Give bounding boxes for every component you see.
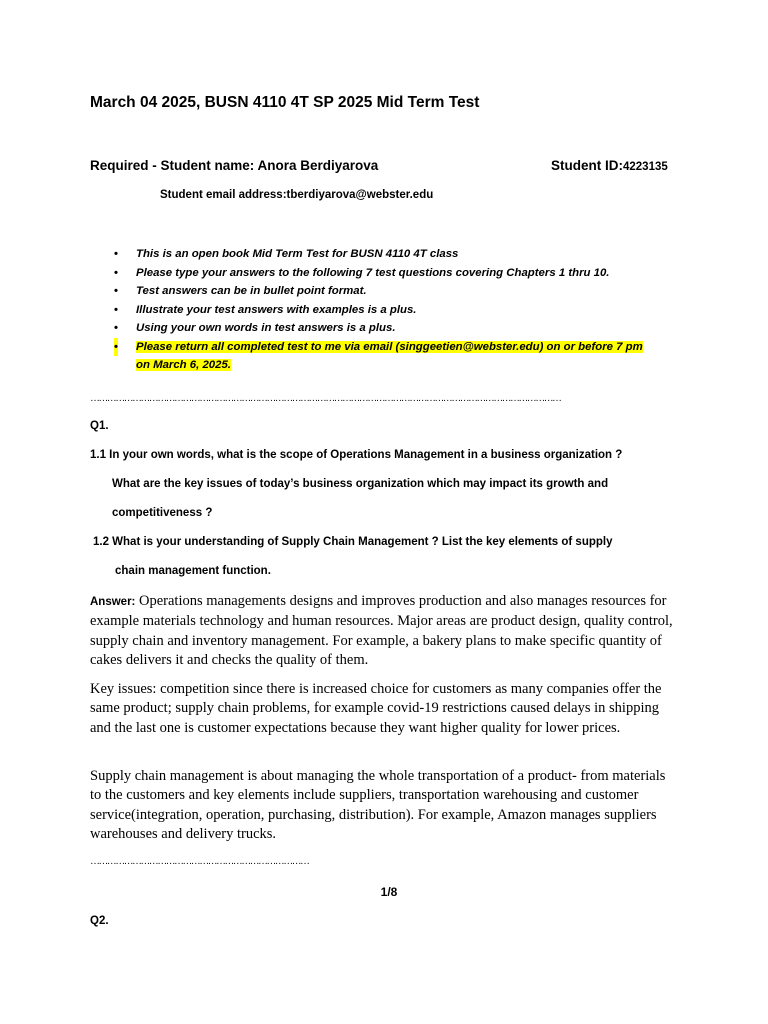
bullet-icon: •: [114, 285, 118, 297]
instruction-item: • Please type your answers to the following 7 test questions covering Chapters 1 thru 10.: [112, 264, 692, 283]
bullet-icon: •: [114, 338, 118, 357]
q2-label: Q2.: [90, 915, 109, 927]
bullet-icon: •: [114, 303, 118, 316]
bullet-icon: •: [114, 248, 118, 260]
bullet-icon: •: [114, 266, 118, 279]
instruction-item: • Using your own words in test answers is a plus.: [112, 319, 692, 338]
student-id: [551, 158, 668, 173]
instruction-item-highlighted: • Please return all completed test to me via email (singgeetien@webster.edu) on or before 7 pm on March 6, 2025.: [112, 338, 692, 375]
q1-label: Q1.: [90, 420, 109, 432]
page-number: 1/8: [380, 885, 398, 899]
answer-paragraph-3: Supply chain management is about managing the whole transportation of a product- from materials to the customers and key elements include suppliers, transportation warehousing and customer service(integration, operation, purchasing, distribution). For example, Amazon manages suppliers warehouses and delivery trucks.: [90, 768, 666, 842]
student-id-label: Student ID:: [551, 158, 623, 173]
separator-dots-short: ……………………………………………………………………: [90, 856, 309, 867]
q1-1-question: What are the key issues of today’s business organization which may impact its growth and: [112, 478, 609, 490]
bullet-icon: •: [114, 322, 118, 334]
instruction-item: • Test answers can be in bullet point format.: [112, 282, 692, 301]
instruction-item: • This is an open book Mid Term Test for BUSN 4110 4T class: [112, 245, 692, 264]
separator-dots: ……………………………………………………………………………………………………………………………………………………: [90, 393, 561, 404]
answer-label: Answer:: [90, 596, 136, 608]
page-title: March 04 2025, BUSN 4110 4T SP 2025 Mid Term Test: [90, 94, 480, 111]
instructions-list: [112, 245, 692, 375]
student-id-value: 4223135: [623, 161, 668, 173]
answer-paragraph-2: Key issues: competition since there is increased choice for customers as many companies offer the same product; supply chain problems, for example covid-19 restrictions caused delays in shipping and the last one is customer expectations because they want higher quality for lower prices.: [90, 681, 662, 736]
q1-1-question: 1.1 In your own words, what is the scope of Operations Management in a business organization ?: [90, 449, 623, 461]
student-name-label: Required - Student name: Anora Berdiyarova: [90, 158, 379, 173]
q1-2-question: chain management function.: [115, 565, 271, 577]
q1-1-question: competitiveness ?: [112, 507, 213, 519]
q1-2-question: 1.2 What is your understanding of Supply Chain Management ? List the key elements of supply: [93, 536, 613, 548]
answer-paragraph-1: Answer: Operations managements designs and improves production and also manages resources for example materials technology and human resources. Major areas are product design, quality control, supply chain and inventory management. For example, a bakery plans to make specific quantity of cakes delivers it and checks the quality of them.: [90, 593, 673, 668]
instruction-item: • Illustrate your test answers with examples is a plus.: [112, 301, 692, 320]
student-email: Student email address:tberdiyarova@webster.edu: [160, 189, 434, 201]
